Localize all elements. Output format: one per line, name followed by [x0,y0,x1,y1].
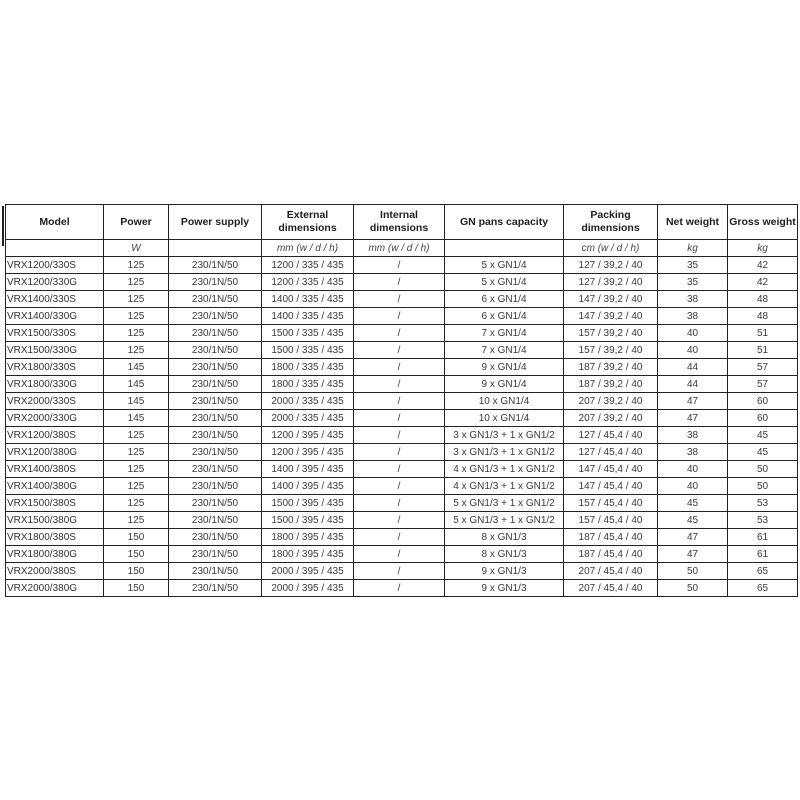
cell-gross-weight: 50 [728,461,798,478]
cell-gn-pans-capacity: 10 x GN1/4 [445,410,564,427]
cell-net-weight: 38 [658,427,728,444]
cell-external-dimensions: 2000 / 395 / 435 [262,563,354,580]
cell-internal-dimensions: / [354,291,445,308]
table-row [6,461,798,478]
cell-power-supply: 230/1N/50 [169,308,262,325]
cell-packing-dimensions: 207 / 39,2 / 40 [564,410,658,427]
cell-external-dimensions: 1400 / 335 / 435 [262,291,354,308]
cell-net-weight: 45 [658,495,728,512]
cell-power: 125 [104,444,169,461]
cell-gn-pans-capacity: 6 x GN1/4 [445,308,564,325]
cell-power: 145 [104,410,169,427]
header-model: Model [6,205,104,240]
cell-model: VRX1800/330S [6,359,104,376]
cell-model: VRX1500/330S [6,325,104,342]
cell-gross-weight: 51 [728,342,798,359]
cell-external-dimensions: 1800 / 335 / 435 [262,376,354,393]
cell-gn-pans-capacity: 8 x GN1/3 [445,546,564,563]
cell-power-supply: 230/1N/50 [169,546,262,563]
cell-power: 125 [104,478,169,495]
cell-external-dimensions: 1200 / 395 / 435 [262,444,354,461]
spec-table [5,204,798,597]
cell-power: 125 [104,274,169,291]
cell-packing-dimensions: 127 / 39,2 / 40 [564,257,658,274]
cell-internal-dimensions: / [354,529,445,546]
cell-internal-dimensions: / [354,512,445,529]
cell-power-supply: 230/1N/50 [169,529,262,546]
cell-internal-dimensions: / [354,274,445,291]
spec-table-container [5,204,798,597]
cell-power-supply: 230/1N/50 [169,342,262,359]
cell-gross-weight: 53 [728,495,798,512]
cell-power: 145 [104,393,169,410]
header-power: Power [104,205,169,240]
cell-net-weight: 47 [658,529,728,546]
table-row [6,291,798,308]
cell-gross-weight: 48 [728,308,798,325]
unit-power: W [104,240,169,257]
table-row [6,342,798,359]
cell-model: VRX1500/380G [6,512,104,529]
cell-net-weight: 40 [658,461,728,478]
cell-gross-weight: 60 [728,410,798,427]
header-power-supply: Power supply [169,205,262,240]
cell-model: VRX1500/330G [6,342,104,359]
cell-net-weight: 35 [658,274,728,291]
cell-net-weight: 35 [658,257,728,274]
cell-net-weight: 38 [658,444,728,461]
table-body [6,257,798,597]
unit-external-dimensions: mm (w / d / h) [262,240,354,257]
table-row [6,376,798,393]
cell-internal-dimensions: / [354,478,445,495]
cell-gross-weight: 50 [728,478,798,495]
header-row [6,205,798,240]
cell-gross-weight: 60 [728,393,798,410]
unit-gn-pans-capacity [445,240,564,257]
cell-gn-pans-capacity: 5 x GN1/3 + 1 x GN1/2 [445,512,564,529]
cell-internal-dimensions: / [354,495,445,512]
header-net-weight: Net weight [658,205,728,240]
cell-power-supply: 230/1N/50 [169,325,262,342]
cell-gross-weight: 61 [728,529,798,546]
cell-model: VRX1200/380S [6,427,104,444]
cell-gn-pans-capacity: 4 x GN1/3 + 1 x GN1/2 [445,461,564,478]
cell-model: VRX1200/330S [6,257,104,274]
cell-packing-dimensions: 187 / 39,2 / 40 [564,359,658,376]
table-row [6,478,798,495]
table-row [6,546,798,563]
cell-power: 125 [104,257,169,274]
cell-gross-weight: 57 [728,359,798,376]
table-row [6,410,798,427]
cell-net-weight: 38 [658,308,728,325]
cell-packing-dimensions: 147 / 39,2 / 40 [564,291,658,308]
cell-power-supply: 230/1N/50 [169,359,262,376]
cell-power: 150 [104,529,169,546]
cell-power: 125 [104,325,169,342]
cell-power-supply: 230/1N/50 [169,427,262,444]
table-row [6,580,798,597]
table-row [6,257,798,274]
cell-external-dimensions: 1200 / 395 / 435 [262,427,354,444]
header-gn-pans-capacity: GN pans capacity [445,205,564,240]
cell-internal-dimensions: / [354,376,445,393]
cell-model: VRX2000/380G [6,580,104,597]
cell-model: VRX1800/330G [6,376,104,393]
cell-gross-weight: 45 [728,444,798,461]
cell-packing-dimensions: 187 / 39,2 / 40 [564,376,658,393]
cell-internal-dimensions: / [354,546,445,563]
cell-internal-dimensions: / [354,563,445,580]
cell-internal-dimensions: / [354,461,445,478]
cell-gn-pans-capacity: 3 x GN1/3 + 1 x GN1/2 [445,444,564,461]
unit-gross-weight: kg [728,240,798,257]
table-row [6,359,798,376]
cell-model: VRX1800/380S [6,529,104,546]
cell-gn-pans-capacity: 6 x GN1/4 [445,291,564,308]
cell-power-supply: 230/1N/50 [169,495,262,512]
cell-power-supply: 230/1N/50 [169,563,262,580]
cell-packing-dimensions: 207 / 45,4 / 40 [564,580,658,597]
cell-gross-weight: 61 [728,546,798,563]
cell-packing-dimensions: 207 / 39,2 / 40 [564,393,658,410]
cell-net-weight: 45 [658,512,728,529]
cell-internal-dimensions: / [354,580,445,597]
cell-power: 145 [104,359,169,376]
header-gross-weight: Gross weight [728,205,798,240]
cell-power: 125 [104,291,169,308]
cell-model: VRX1400/330G [6,308,104,325]
cell-power: 150 [104,563,169,580]
unit-model [6,240,104,257]
table-row [6,427,798,444]
unit-packing-dimensions: cm (w / d / h) [564,240,658,257]
cell-model: VRX2000/330G [6,410,104,427]
cell-packing-dimensions: 147 / 45,4 / 40 [564,461,658,478]
cell-gross-weight: 42 [728,257,798,274]
cell-external-dimensions: 1200 / 335 / 435 [262,274,354,291]
cell-power: 125 [104,461,169,478]
cell-power-supply: 230/1N/50 [169,512,262,529]
cell-external-dimensions: 1800 / 395 / 435 [262,546,354,563]
cell-internal-dimensions: / [354,444,445,461]
table-row [6,393,798,410]
cell-net-weight: 40 [658,342,728,359]
cell-internal-dimensions: / [354,427,445,444]
cell-power-supply: 230/1N/50 [169,393,262,410]
unit-power-supply [169,240,262,257]
cell-gross-weight: 65 [728,563,798,580]
cell-gross-weight: 42 [728,274,798,291]
cell-internal-dimensions: / [354,359,445,376]
cell-external-dimensions: 2000 / 395 / 435 [262,580,354,597]
cell-net-weight: 38 [658,291,728,308]
cell-net-weight: 47 [658,410,728,427]
cell-packing-dimensions: 187 / 45,4 / 40 [564,546,658,563]
cell-model: VRX1400/330S [6,291,104,308]
cell-power-supply: 230/1N/50 [169,580,262,597]
cell-packing-dimensions: 157 / 39,2 / 40 [564,342,658,359]
cell-power-supply: 230/1N/50 [169,461,262,478]
cell-external-dimensions: 1500 / 335 / 435 [262,342,354,359]
cell-net-weight: 50 [658,563,728,580]
cell-gross-weight: 53 [728,512,798,529]
cell-net-weight: 40 [658,478,728,495]
cell-gn-pans-capacity: 9 x GN1/3 [445,563,564,580]
cell-gn-pans-capacity: 10 x GN1/4 [445,393,564,410]
cell-model: VRX1800/380G [6,546,104,563]
cell-internal-dimensions: / [354,257,445,274]
cell-power-supply: 230/1N/50 [169,291,262,308]
cell-gn-pans-capacity: 9 x GN1/4 [445,359,564,376]
cell-power-supply: 230/1N/50 [169,257,262,274]
cell-internal-dimensions: / [354,393,445,410]
cell-gn-pans-capacity: 9 x GN1/4 [445,376,564,393]
header-internal-dimensions: Internal dimensions [354,205,445,240]
cell-gross-weight: 48 [728,291,798,308]
table-row [6,512,798,529]
cell-gross-weight: 65 [728,580,798,597]
cell-external-dimensions: 1500 / 395 / 435 [262,512,354,529]
cell-model: VRX2000/380S [6,563,104,580]
table-row [6,274,798,291]
cell-net-weight: 50 [658,580,728,597]
cell-gn-pans-capacity: 5 x GN1/3 + 1 x GN1/2 [445,495,564,512]
cell-packing-dimensions: 187 / 45,4 / 40 [564,529,658,546]
cell-packing-dimensions: 157 / 45,4 / 40 [564,495,658,512]
cell-gn-pans-capacity: 7 x GN1/4 [445,342,564,359]
units-row [6,240,798,257]
cell-power: 125 [104,342,169,359]
cell-model: VRX1400/380S [6,461,104,478]
cell-packing-dimensions: 147 / 39,2 / 40 [564,308,658,325]
header-packing-dimensions: Packing dimensions [564,205,658,240]
cell-power-supply: 230/1N/50 [169,410,262,427]
unit-internal-dimensions: mm (w / d / h) [354,240,445,257]
cell-external-dimensions: 1500 / 335 / 435 [262,325,354,342]
cell-power: 150 [104,580,169,597]
cell-gross-weight: 51 [728,325,798,342]
cell-internal-dimensions: / [354,308,445,325]
cell-external-dimensions: 2000 / 335 / 435 [262,410,354,427]
cell-power: 125 [104,308,169,325]
table-row [6,308,798,325]
cell-model: VRX1200/330G [6,274,104,291]
cell-external-dimensions: 1800 / 335 / 435 [262,359,354,376]
cell-gn-pans-capacity: 5 x GN1/4 [445,257,564,274]
cell-gn-pans-capacity: 7 x GN1/4 [445,325,564,342]
cell-packing-dimensions: 127 / 45,4 / 40 [564,427,658,444]
cell-net-weight: 40 [658,325,728,342]
cell-internal-dimensions: / [354,325,445,342]
cell-internal-dimensions: / [354,410,445,427]
cell-power-supply: 230/1N/50 [169,478,262,495]
cell-packing-dimensions: 127 / 45,4 / 40 [564,444,658,461]
cell-packing-dimensions: 157 / 39,2 / 40 [564,325,658,342]
cell-external-dimensions: 1400 / 395 / 435 [262,461,354,478]
cell-gross-weight: 45 [728,427,798,444]
cell-power: 125 [104,495,169,512]
unit-net-weight: kg [658,240,728,257]
cell-gn-pans-capacity: 9 x GN1/3 [445,580,564,597]
cell-gn-pans-capacity: 8 x GN1/3 [445,529,564,546]
cell-external-dimensions: 1200 / 335 / 435 [262,257,354,274]
table-row [6,529,798,546]
cell-power: 125 [104,512,169,529]
cell-external-dimensions: 1400 / 335 / 435 [262,308,354,325]
cell-external-dimensions: 1800 / 395 / 435 [262,529,354,546]
cell-external-dimensions: 1400 / 395 / 435 [262,478,354,495]
cell-gross-weight: 57 [728,376,798,393]
cell-net-weight: 44 [658,376,728,393]
cell-model: VRX1500/380S [6,495,104,512]
cell-model: VRX1200/380G [6,444,104,461]
table-row [6,444,798,461]
cell-gn-pans-capacity: 5 x GN1/4 [445,274,564,291]
cell-power: 150 [104,546,169,563]
cell-power-supply: 230/1N/50 [169,274,262,291]
table-row [6,495,798,512]
cell-packing-dimensions: 157 / 45,4 / 40 [564,512,658,529]
cell-net-weight: 47 [658,393,728,410]
header-external-dimensions: External dimensions [262,205,354,240]
table-row [6,325,798,342]
cell-packing-dimensions: 207 / 45,4 / 40 [564,563,658,580]
cell-internal-dimensions: / [354,342,445,359]
scan-edge-mark [2,206,4,246]
cell-external-dimensions: 2000 / 335 / 435 [262,393,354,410]
cell-packing-dimensions: 127 / 39,2 / 40 [564,274,658,291]
cell-gn-pans-capacity: 3 x GN1/3 + 1 x GN1/2 [445,427,564,444]
table-row [6,563,798,580]
cell-net-weight: 47 [658,546,728,563]
cell-model: VRX1400/380G [6,478,104,495]
cell-power-supply: 230/1N/50 [169,444,262,461]
cell-external-dimensions: 1500 / 395 / 435 [262,495,354,512]
cell-power: 145 [104,376,169,393]
cell-power-supply: 230/1N/50 [169,376,262,393]
cell-net-weight: 44 [658,359,728,376]
cell-packing-dimensions: 147 / 45,4 / 40 [564,478,658,495]
cell-gn-pans-capacity: 4 x GN1/3 + 1 x GN1/2 [445,478,564,495]
cell-power: 125 [104,427,169,444]
cell-model: VRX2000/330S [6,393,104,410]
